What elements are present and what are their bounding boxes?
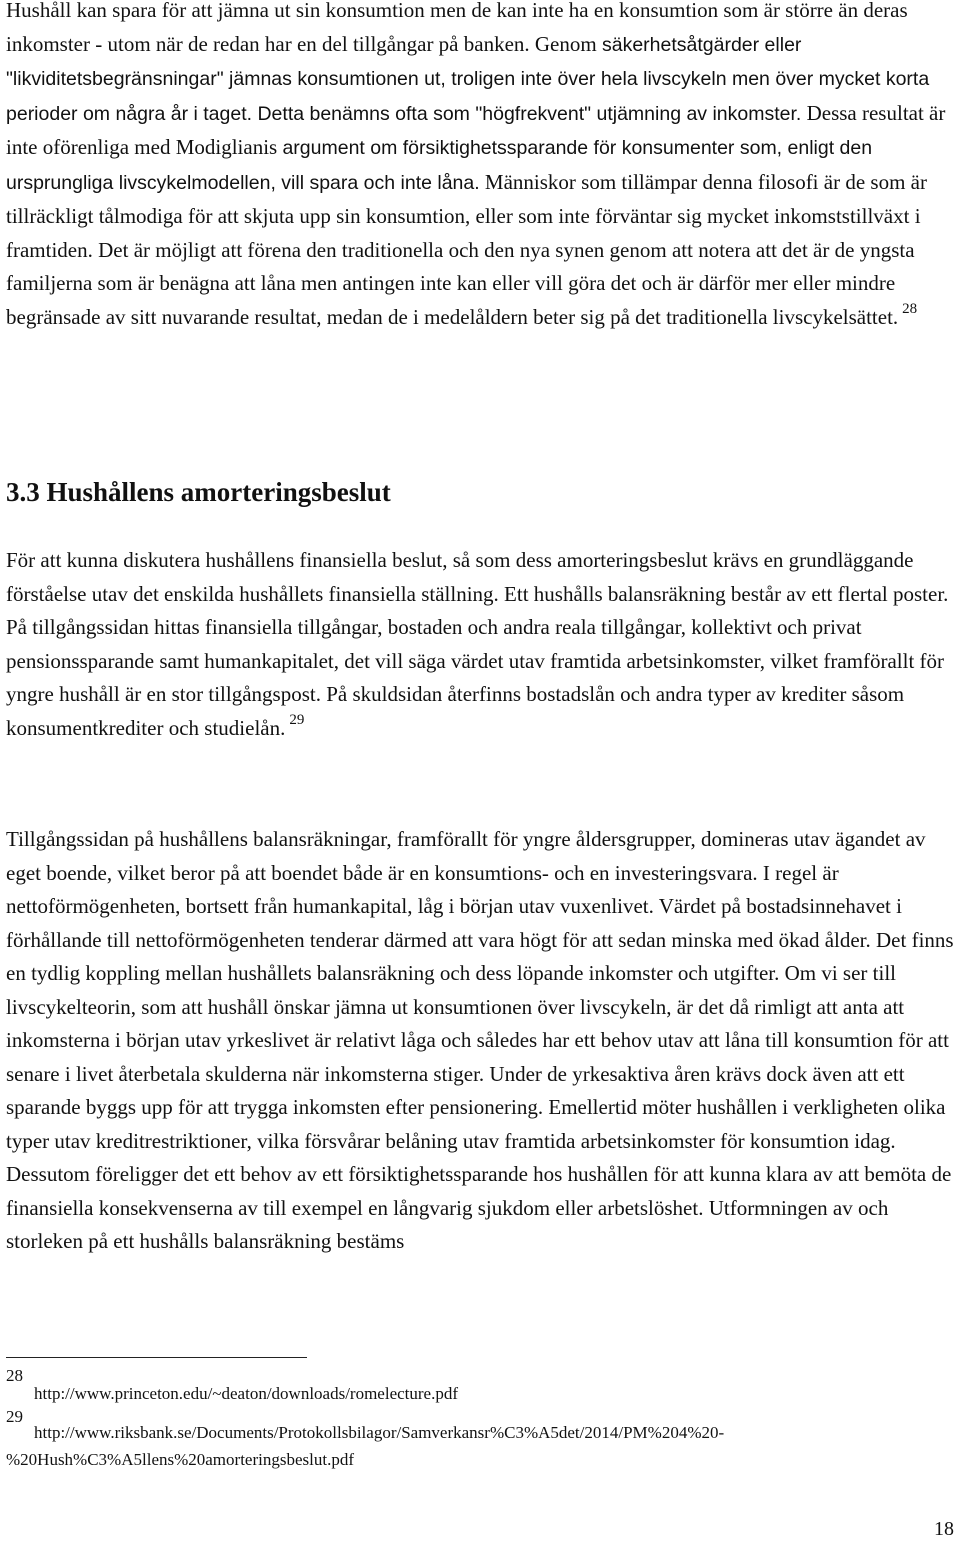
footnote-separator — [6, 1357, 307, 1358]
footnote-reference: 29 — [289, 711, 305, 728]
paragraph-consumption-smoothing — [6, 0, 956, 337]
footnote-reference: 28 — [902, 300, 918, 317]
paragraph-asset-side — [6, 823, 956, 1259]
footnote-number: 28 — [6, 1366, 23, 1385]
paragraph-text-sans: argument om försiktighetssparande för konsumenter som, enligt den ursprungliga livscykelmodellen, vill spara och inte låna. — [6, 137, 873, 194]
paragraph-text-sans: säkerhetsåtgärder eller "likviditetsbegränsningar" jämnas konsumtionen ut, troligen inte över hela livscykeln men över mycket korta perioder om några år i taget. Detta benämns ofta som "högfrekvent" utjämning av inkomster. — [6, 33, 930, 125]
footnote-link[interactable]: http://www.riksbank.se/Documents/Protokollsbilagor/Samverkansr%C3%A5det/2014/PM%204%20- — [34, 1423, 725, 1442]
footnote-link-continuation[interactable]: %20Hush%C3%A5llens%20amorteringsbeslut.pdf — [6, 1450, 354, 1469]
paragraph-text: För att kunna diskutera hushållens finansiella beslut, så som dess amorteringsbeslut krävs en grundläggande förståelse utav det enskilda hushållets finansiella ställning. Ett hushålls balansräkning består av ett flertal poster. På tillgångssidan hittas finansiella tillgångar, bostaden och andra reala tillgångar, kollektivt och privat pensionssparande samt humankapitalet, det vill säga värdet utav framtida arbetsinkomster, vilket framförallt för yngre hushåll är en stor tillgångspost. På skuldsidan återfinns bostadslån och andra typer av krediter såsom konsumentkrediter och studielån. — [6, 548, 949, 740]
page-number: 18 — [934, 1518, 954, 1540]
paragraph-text: Tillgångssidan på hushållens balansräkningar, framförallt för yngre åldersgrupper, domineras utav ägandet av eget boende, vilket beror på att boendet både är en konsumtions- och en investeringsvara. I regel är nettoförmögenheten, bortsett från humankapital, låg i början utav vuxenlivet. Värdet på bostadsinnehavet i förhållande till nettoförmögenheten tenderar därmed att vara högt för att sedan minska med ökad ålder. Det finns en tydlig koppling mellan hushållets balansräkning och dess löpande inkomster och utgifter. Om vi ser till livscykelteorin, som att hushåll önskar jämna ut konsumtionen över livscykeln, är det då rimligt att anta att inkomsterna i början utav yrkeslivet är relativt låga och således har ett behov utav att låna till konsumtion för att senare i livet återbetala skulderna när inkomsterna stiger. Under de yrkesaktiva åren krävs dock även att ett sparande byggs upp för att trygga inkomsten efter pensionering. Emellertid möter hushållen i verkligheten olika typer utav kreditrestriktioner, vilka försvårar belåning utav framtida arbetsinkomster för konsumtion idag. Dessutom föreligger det ett behov av ett försiktighetssparande hos hushållen för att kunna klara av att bemöta de finansiella konsekvenserna av till exempel en långvarig sjukdom eller arbetslöshet. Utformningen av och storleken på ett hushålls balansräkning bestäms — [6, 827, 954, 1253]
paragraph-balance-sheet — [6, 544, 956, 748]
footnote-link[interactable]: http://www.princeton.edu/~deaton/downloads/romelecture.pdf — [34, 1384, 459, 1403]
paragraph-text: Människor som tillämpar denna filosofi är de som är tillräckligt tålmodiga för att skjuta upp sin konsumtion, eller som inte förväntar sig mycket inkomststillväxt i framtiden. Det är möjligt att förena den traditionella och den nya synen genom att notera att det är de yngsta familjerna som är benägna att låna men antingen inte kan eller vill göra det och är därför mer eller mindre begränsade av sitt nuvarande resultat, medan de i medelåldern beter sig på det traditionella livscykelsättet. — [6, 169, 927, 329]
paragraph-text: Dessa resultat är inte oförenliga med Modiglianis — [6, 100, 946, 159]
paragraph-text: Hushåll kan spara för att jämna ut sin konsumtion men de kan inte ha en konsumtion som är större än deras inkomster - utom när de redan har en del tillgångar på banken. Genom — [6, 0, 908, 56]
section-heading: 3.3 Hushållens amorteringsbeslut — [6, 477, 391, 507]
footnote-number: 29 — [6, 1407, 23, 1426]
